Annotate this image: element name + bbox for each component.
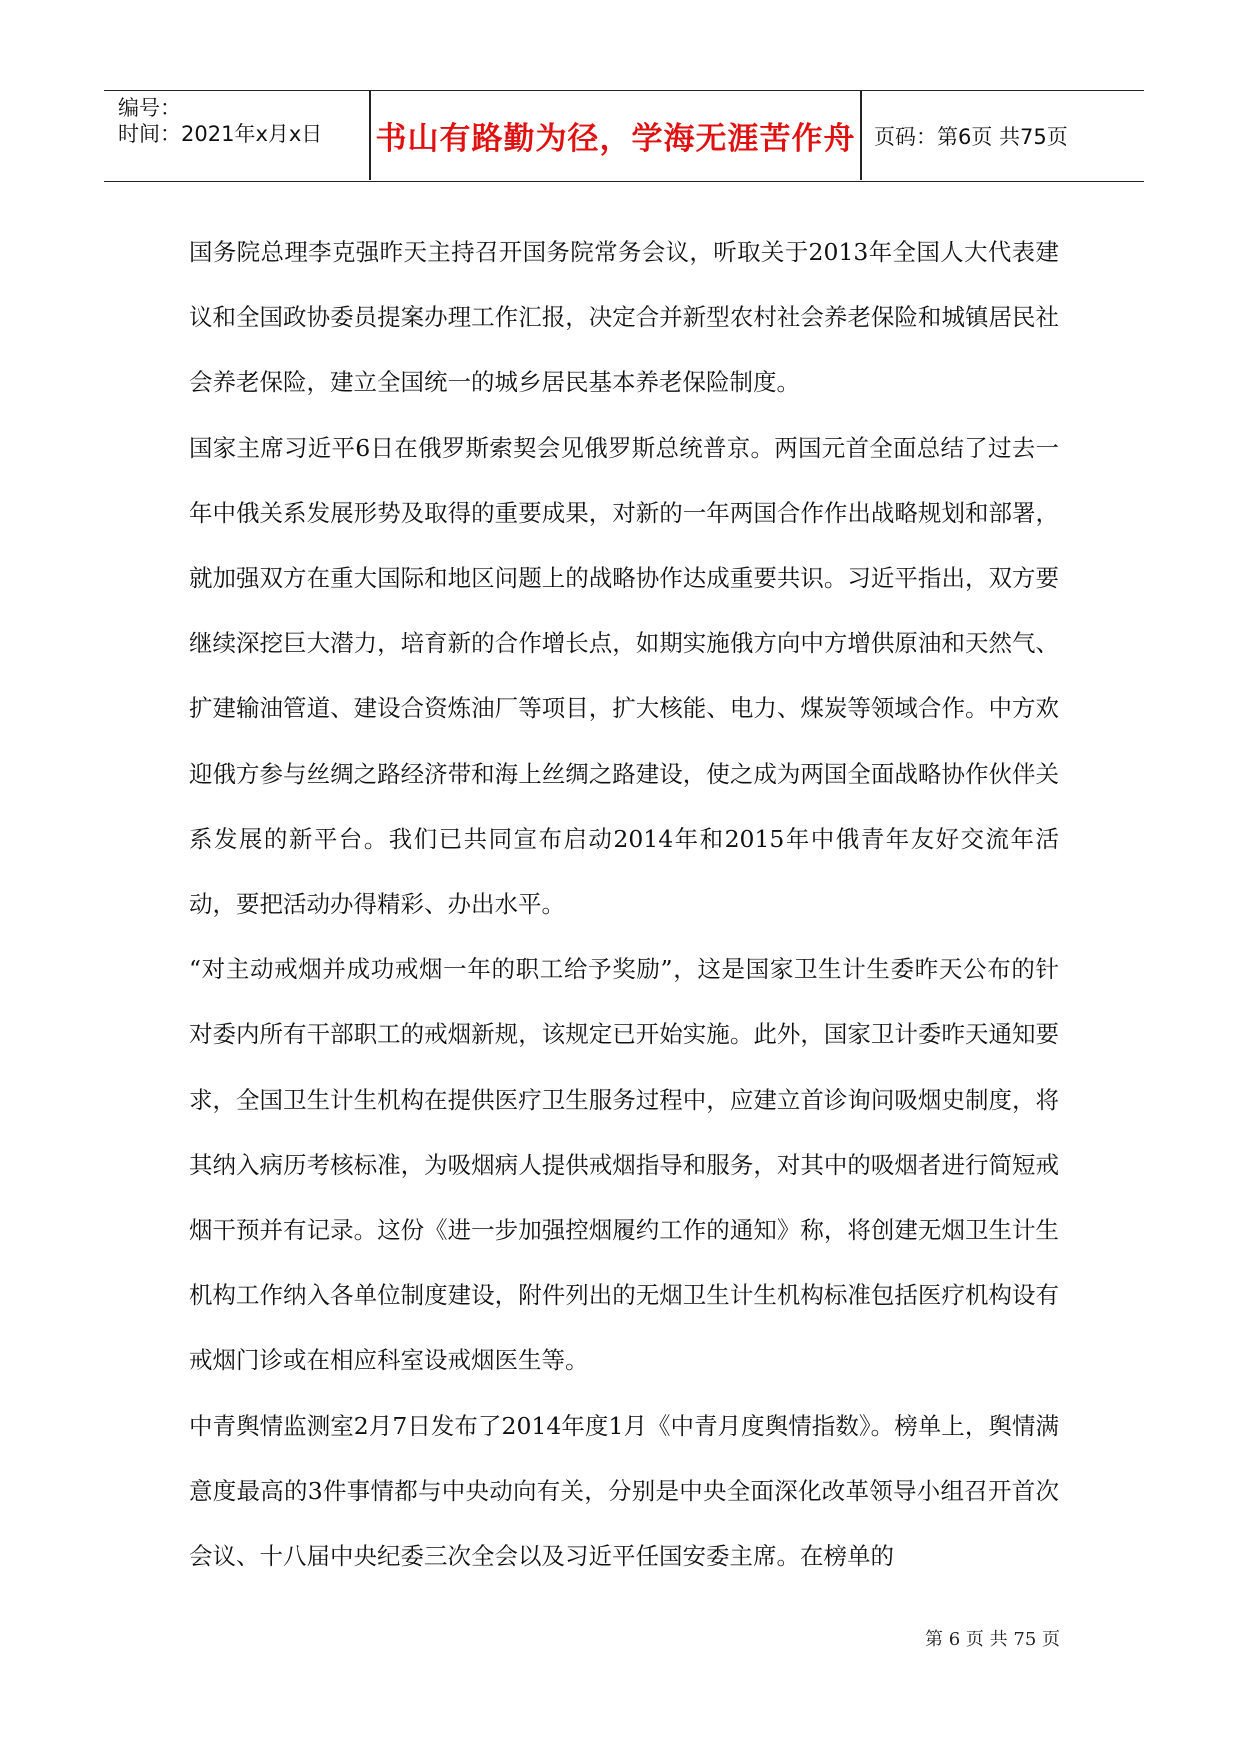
page-footer-number: 第 6 页 共 75 页 bbox=[925, 1629, 1060, 1650]
paragraph-1: 国务院总理李克强昨天主持召开国务院常务会议，听取关于2013年全国人大代表建议和全国政协委员提案办理工作汇报，决定合并新型农村社会养老保险和城镇居民社会养老保险，建立全国统一的城乡居民基本养老保险制度。 bbox=[189, 238, 1059, 397]
header-motto: 书山有路勤为径，学海无涯苦作舟 bbox=[375, 121, 856, 157]
paragraph-4: 中青舆情监测室2月7日发布了2014年度1月《中青月度舆情指数》。榜单上，舆情满意度最高的3件事情都与中央动向有关，分别是中央全面深化改革领导小组召开首次会议、十八届中央纪委三次全会以及习近平任国安委主席。在榜单的 bbox=[189, 1411, 1059, 1571]
header-meta bbox=[118, 91, 368, 180]
paragraph-3: “对主动戒烟并成功戒烟一年的职工给予奖励”，这是国家卫生计生委昨天公布的针对委内所有干部职工的戒烟新规，该规定已开始实施。此外，国家卫计委昨天通知要求，全国卫生计生机构在提供医疗卫生服务过程中，应建立首诊询问吸烟史制度，将其纳入病历考核标准，为吸烟病人提供戒烟指导和服务，对其中的吸烟者进行简短戒烟干预并有记录。这份《进一步加强控烟履约工作的通知》称，将创建无烟卫生计生机构工作纳入各单位制度建设，附件列出的无烟卫生计生机构标准包括医疗机构设有戒烟门诊或在相应科室设戒烟医生等。 bbox=[189, 955, 1059, 1375]
document-body bbox=[189, 220, 1059, 1589]
header-page-number: 页码：第6页 共75页 bbox=[874, 124, 1068, 149]
paragraph-2: 国家主席习近平6日在俄罗斯索契会见俄罗斯总统普京。两国元首全面总结了过去一年中俄关系发展形势及取得的重要成果，对新的一年两国合作作出战略规划和部署，就加强双方在重大国际和地区问题上的战略协作达成重要共识。习近平指出，双方要继续深挖巨大潜力，培育新的合作增长点，如期实施俄方向中方增供原油和天然气、扩建输油管道、建设合资炼油厂等项目，扩大核能、电力、煤炭等领域合作。中方欢迎俄方参与丝绸之路经济带和海上丝绸之路建设，使之成为两国全面战略协作伙伴关系发展的新平台。我们已共同宣布启动2014年和2015年中俄青年友好交流年活动，要把活动办得精彩、办出水平。 bbox=[189, 433, 1059, 919]
document-code-label: 编号： bbox=[118, 96, 181, 120]
page-header bbox=[104, 90, 1144, 182]
document-time-label: 时间：2021年x月x日 bbox=[118, 122, 323, 146]
header-divider-right bbox=[860, 91, 862, 180]
